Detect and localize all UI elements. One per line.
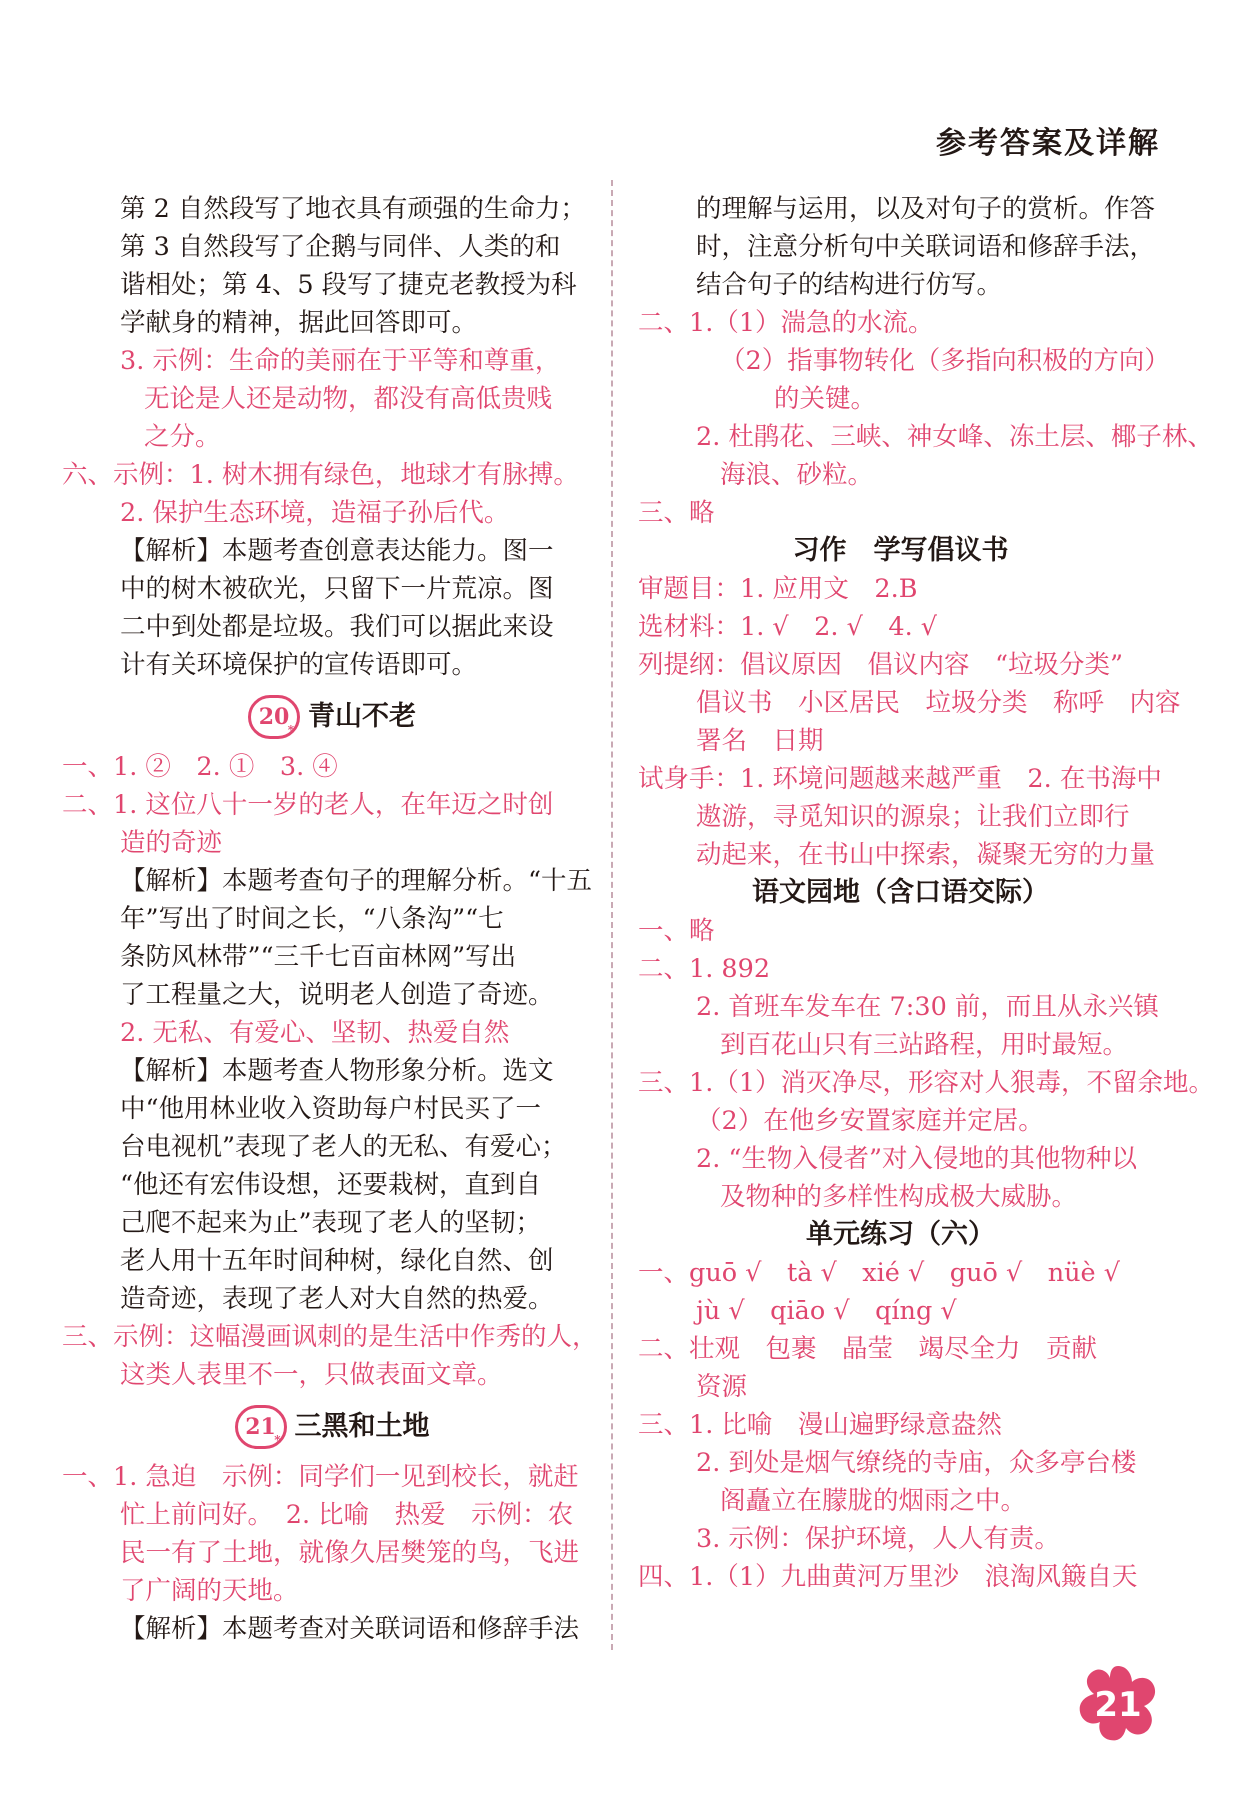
answer-line: 3. 示例：保护环境，人人有责。	[696, 1524, 1060, 1554]
lesson-number-badge: 21 *	[235, 1405, 287, 1449]
lesson-number-badge: 20 *	[248, 695, 300, 739]
answer-line: 2. “生物入侵者”对入侵地的其他物种以	[696, 1144, 1138, 1174]
page-number-badge	[1076, 1662, 1160, 1746]
explanation-line: 第 3 自然段写了企鹅与同伴、人类的和	[120, 232, 561, 262]
explanation-line: 计有关环境保护的宣传语即可。	[120, 650, 478, 680]
explanation-line: 学献身的精神，据此回答即可。	[120, 308, 478, 338]
answer-line: 的关键。	[774, 384, 877, 414]
section-heading	[638, 532, 1163, 570]
answer-line: 2. 保护生态环境，造福子孙后代。	[120, 498, 510, 528]
section-title: 青山不老	[308, 701, 416, 732]
page-number: 21	[1094, 1685, 1142, 1725]
right-column	[638, 190, 1215, 1596]
answer-line: 民一有了土地，就像久居樊笼的鸟，飞进	[120, 1538, 580, 1568]
section-heading	[62, 1394, 602, 1458]
answer-line: 审题目：1. 应用文 2.B	[638, 574, 918, 604]
left-column	[62, 190, 602, 1648]
answer-line: 海浪、砂粒。	[720, 460, 874, 490]
answer-line: 及物种的多样性构成极大威胁。	[720, 1182, 1078, 1212]
section-title: 语文园地（含口语交际）	[752, 877, 1049, 908]
answer-line: jù √ qiāo √ qíng √	[696, 1296, 957, 1326]
answer-line: 了广阔的天地。	[120, 1576, 299, 1606]
answer-line: 四、1.（1）九曲黄河万里沙 浪淘风簸自天	[638, 1562, 1138, 1592]
answer-line: 之分。	[144, 422, 221, 452]
explanation-line: 老人用十五年时间种树，绿化自然、创	[120, 1246, 554, 1276]
explanation-line: 第 2 自然段写了地衣具有顽强的生命力；	[120, 194, 586, 224]
column-divider	[611, 180, 613, 1650]
explanation-line: 结合句子的结构进行仿写。	[696, 270, 1003, 300]
answer-line: 一、略	[638, 916, 715, 946]
page-header: 参考答案及详解	[936, 126, 1160, 161]
answer-line: 列提纲：倡议原因 倡议内容 “垃圾分类”	[638, 650, 1124, 680]
answer-line: 二、壮观 包裹 晶莹 竭尽全力 贡献	[638, 1334, 1098, 1364]
answer-line: （2）指事物转化（多指向积极的方向）	[720, 346, 1170, 376]
section-heading	[638, 874, 1163, 912]
answer-line: 试身手：1. 环境问题越来越严重 2. 在书海中	[638, 764, 1162, 794]
explanation-line: 谐相处；第 4、5 段写了捷克老教授为科	[120, 270, 577, 300]
answer-line: 二、1. 这位八十一岁的老人，在年迈之时创	[62, 790, 554, 820]
explanation-line: 台电视机”表现了老人的无私、有爱心；	[120, 1132, 567, 1162]
answer-line: 到百花山只有三站路程，用时最短。	[720, 1030, 1129, 1060]
section-title: 单元练习（六）	[806, 1219, 995, 1250]
answer-line: 这类人表里不一，只做表面文章。	[120, 1360, 503, 1390]
answer-line: 三、示例：这幅漫画讽刺的是生活中作秀的人，	[62, 1322, 598, 1352]
answer-line: 一、1. 急迫 示例：同学们一见到校长，就赶	[62, 1462, 579, 1492]
explanation-line: 二中到处都是垃圾。我们可以据此来设	[120, 612, 554, 642]
explanation-line: 【解析】本题考查人物形象分析。选文	[120, 1056, 554, 1086]
section-heading	[62, 684, 602, 748]
answer-line: 2. 无私、有爱心、坚韧、热爱自然	[120, 1018, 510, 1048]
answer-line: 忙上前问好。 2. 比喻 热爱 示例：农	[120, 1500, 574, 1530]
answer-line: 三、略	[638, 498, 715, 528]
answer-line: 无论是人还是动物，都没有高低贵贱	[144, 384, 553, 414]
explanation-line: 中的树木被砍光，只留下一片荒凉。图	[120, 574, 554, 604]
explanation-line: 中“他用林业收入资助每户村民买了一	[120, 1094, 542, 1124]
answer-line: 2. 到处是烟气缭绕的寺庙，众多亭台楼	[696, 1448, 1137, 1478]
explanation-line: 年”写出了时间之长，“八条沟”“七	[120, 904, 504, 934]
section-heading	[638, 1216, 1163, 1254]
answer-line: 一、guō √ tà √ xié √ guō √ nüè √	[638, 1258, 1120, 1288]
answer-line: 遨游，寻觅知识的源泉；让我们立即行	[696, 802, 1130, 832]
answer-line: 一、1. ② 2. ① 3. ④	[62, 752, 338, 782]
answer-line: 三、1. 比喻 漫山遍野绿意盎然	[638, 1410, 1002, 1440]
section-title: 三黑和土地	[294, 1411, 430, 1442]
explanation-line: 【解析】本题考查句子的理解分析。“十五	[120, 866, 593, 896]
explanation-line: 了工程量之大，说明老人创造了奇迹。	[120, 980, 554, 1010]
answer-line: 署名 日期	[696, 726, 824, 756]
answer-line: 三、1.（1）消灭净尽，形容对人狠毒，不留余地。	[638, 1068, 1215, 1098]
answer-line: 二、1. 892	[638, 954, 771, 984]
answer-line: 动起来，在书山中探索，凝聚无穷的力量	[696, 840, 1156, 870]
answer-line: 倡议书 小区居民 垃圾分类 称呼 内容	[696, 688, 1181, 718]
explanation-line: 造奇迹，表现了老人对大自然的热爱。	[120, 1284, 554, 1314]
answer-line: 六、示例：1. 树木拥有绿色，地球才有脉搏。	[62, 460, 579, 490]
explanation-line: 条防风林带”“三千七百亩林网”写出	[120, 942, 517, 972]
explanation-line: “他还有宏伟设想，还要栽树，直到自	[120, 1170, 542, 1200]
explanation-line: 【解析】本题考查对关联词语和修辞手法	[120, 1614, 580, 1644]
answer-line: 造的奇迹	[120, 828, 223, 858]
answer-line: 二、1.（1）湍急的水流。	[638, 308, 934, 338]
explanation-line: 己爬不起来为止”表现了老人的坚韧；	[120, 1208, 542, 1238]
explanation-line: 【解析】本题考查创意表达能力。图一	[120, 536, 554, 566]
answer-line: 3. 示例：生命的美丽在于平等和尊重，	[120, 346, 561, 376]
answer-line: （2）在他乡安置家庭并定居。	[696, 1106, 1044, 1136]
explanation-line: 时，注意分析句中关联词语和修辞手法，	[696, 232, 1156, 262]
answer-line: 阁矗立在朦胧的烟雨之中。	[720, 1486, 1027, 1516]
answer-line: 选材料：1. √ 2. √ 4. √	[638, 612, 938, 642]
answer-line: 2. 杜鹃花、三峡、神女峰、冻土层、椰子林、	[696, 422, 1213, 452]
section-title: 习作 学写倡议书	[792, 535, 1009, 566]
answer-line: 资源	[696, 1372, 748, 1402]
explanation-line: 的理解与运用，以及对句子的赏析。作答	[696, 194, 1156, 224]
answer-line: 2. 首班车发车在 7:30 前，而且从永兴镇	[696, 992, 1159, 1022]
